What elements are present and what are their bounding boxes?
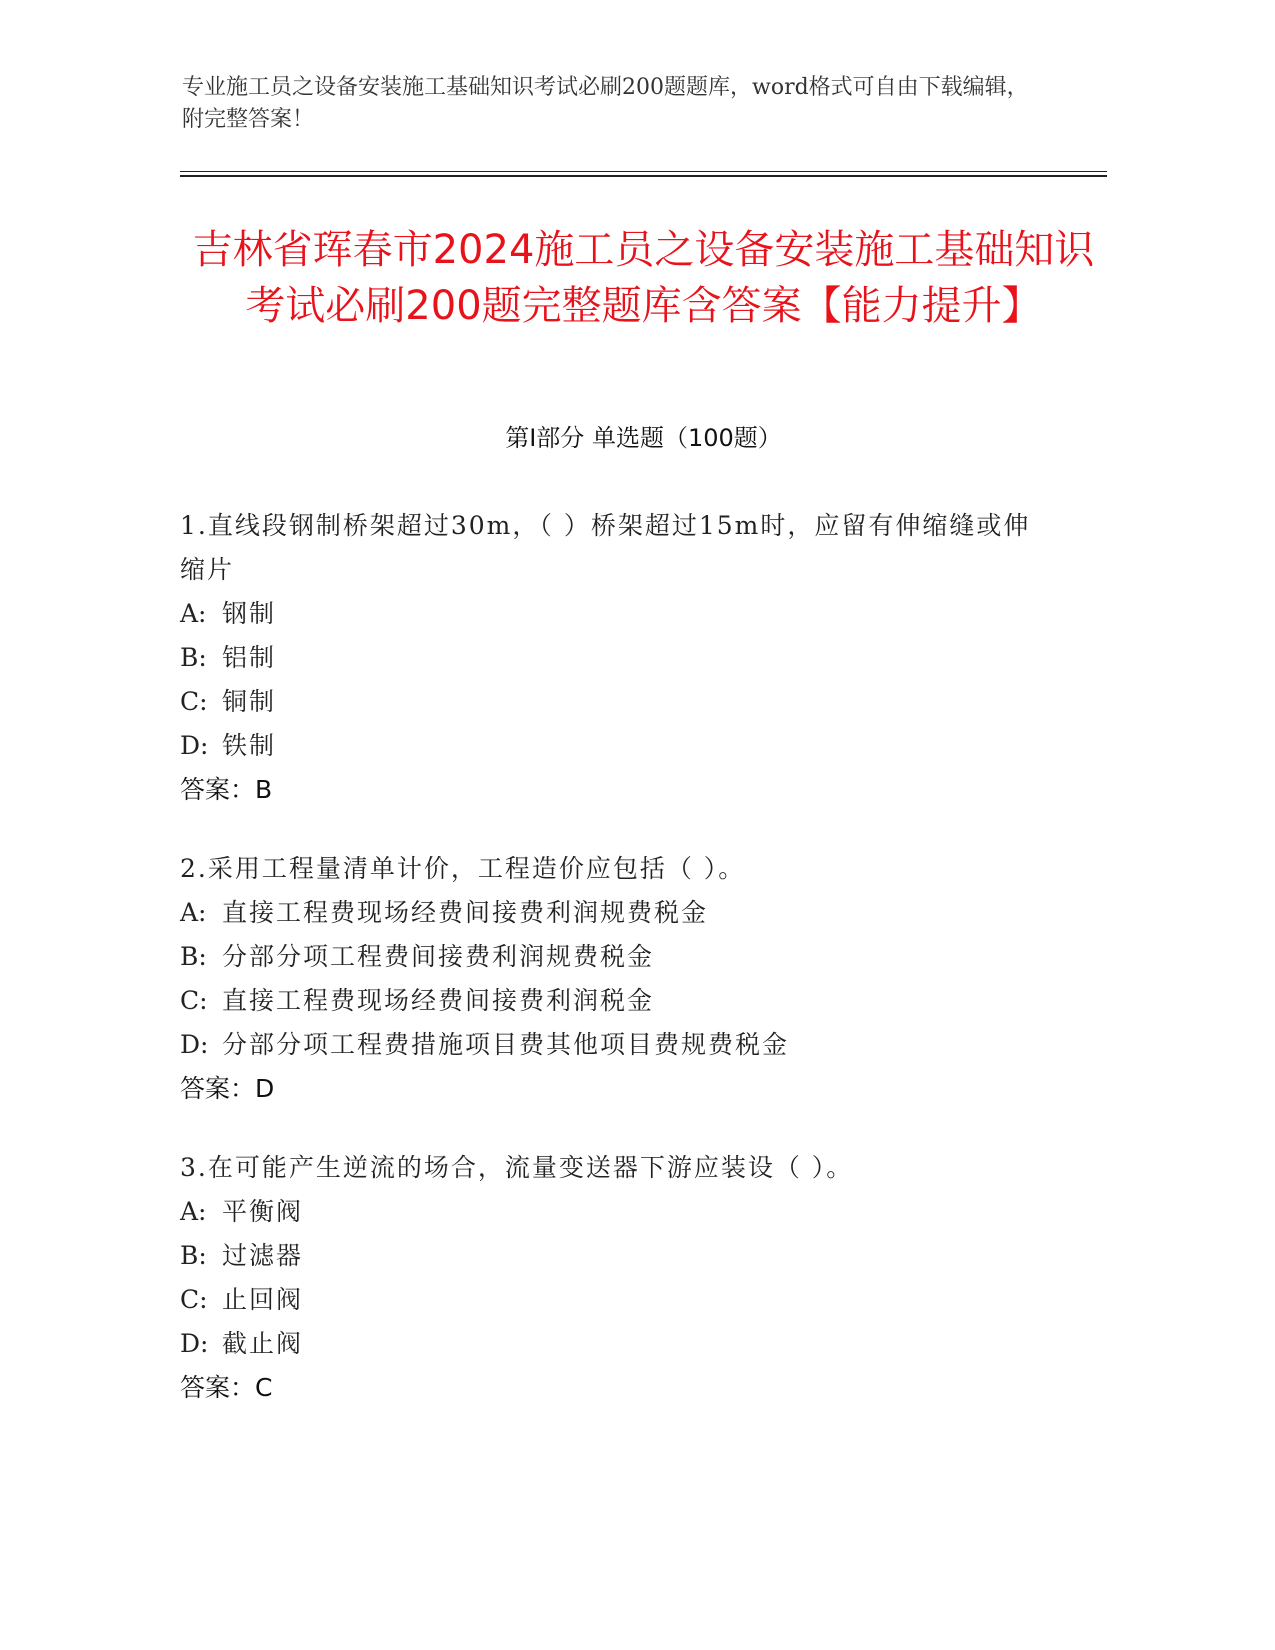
option-key: C:	[180, 687, 208, 716]
option-a	[180, 891, 1040, 935]
option-key: A:	[180, 599, 207, 628]
option-text: 平衡阀	[222, 1197, 304, 1226]
option-c	[180, 1278, 1040, 1322]
answer-line: 答案：B	[180, 775, 273, 804]
section-title: 第I部分 单选题（100题）	[505, 424, 782, 452]
option-key: D:	[180, 1030, 209, 1059]
header-divider-thin	[180, 171, 1107, 172]
option-key: B:	[180, 942, 207, 971]
option-d	[180, 724, 1040, 768]
option-b	[180, 1234, 1040, 1278]
answer-line: 答案：D	[180, 1074, 275, 1103]
header-note: 专业施工员之设备安装施工基础知识考试必刷200题题库，word格式可自由下载编辑，附完整答案！	[182, 75, 1029, 132]
option-d	[180, 1322, 1040, 1366]
question-2	[180, 847, 1040, 1111]
question-stem: 3.在可能产生逆流的场合，流量变送器下游应装设（ ）。	[180, 1153, 854, 1182]
option-text: 直接工程费现场经费间接费利润税金	[222, 986, 655, 1015]
header-divider-thick	[180, 175, 1107, 177]
option-d	[180, 1023, 1040, 1067]
option-key: A:	[180, 1197, 207, 1226]
question-3	[180, 1146, 1040, 1410]
option-key: B:	[180, 643, 207, 672]
answer-line: 答案：C	[180, 1373, 273, 1402]
option-text: 铜制	[222, 687, 277, 716]
option-text: 铁制	[222, 731, 277, 760]
question-1	[180, 504, 1040, 812]
option-text: 过滤器	[222, 1241, 304, 1270]
option-text: 止回阀	[222, 1285, 304, 1314]
option-c	[180, 979, 1040, 1023]
option-key: D:	[180, 731, 209, 760]
option-a	[180, 1190, 1040, 1234]
question-stem: 1.直线段钢制桥架超过30m，（ ）桥架超过15m时，应留有伸缩缝或伸缩片	[180, 511, 1031, 584]
option-c	[180, 680, 1040, 724]
option-b	[180, 935, 1040, 979]
option-a	[180, 592, 1040, 636]
option-key: C:	[180, 1285, 208, 1314]
document-title: 吉林省珲春市2024施工员之设备安装施工基础知识考试必刷200题完整题库含答案【能力提升】	[192, 227, 1095, 329]
option-text: 截止阀	[222, 1329, 304, 1358]
option-key: C:	[180, 986, 208, 1015]
option-text: 铝制	[222, 643, 277, 672]
option-text: 分部分项工程费间接费利润规费税金	[222, 942, 655, 971]
option-key: D:	[180, 1329, 209, 1358]
option-b	[180, 636, 1040, 680]
option-text: 直接工程费现场经费间接费利润规费税金	[222, 898, 709, 927]
question-stem: 2.采用工程量清单计价，工程造价应包括（ ）。	[180, 854, 746, 883]
option-text: 分部分项工程费措施项目费其他项目费规费税金	[222, 1030, 790, 1059]
option-text: 钢制	[222, 599, 277, 628]
option-key: A:	[180, 898, 207, 927]
option-key: B:	[180, 1241, 207, 1270]
question-list	[180, 504, 1040, 1445]
